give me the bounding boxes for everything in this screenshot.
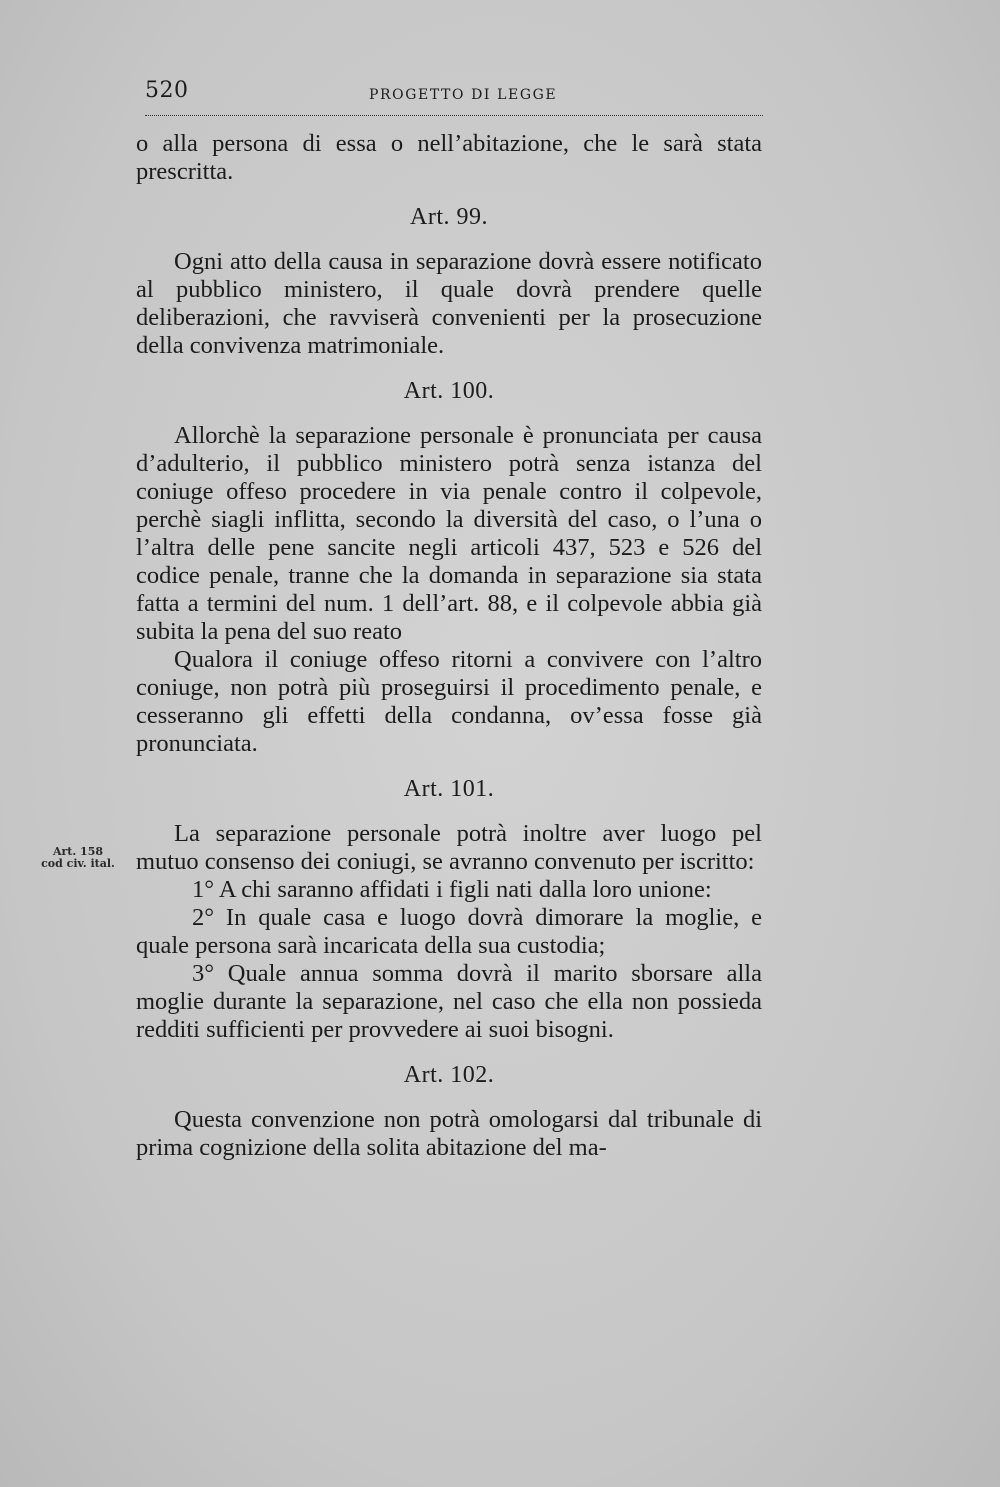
list-item: 2° In quale casa e luogo dovrà dimorare la moglie, e quale persona sarà incaricata della sua custodia; xyxy=(136,904,762,959)
article-heading: Art. 100. xyxy=(403,378,495,404)
article-paragraph: Qualora il coniuge offeso ritorni a convivere con l’altro coniuge, non potrà più proseguirsi il procedimento penale, e cesseranno gli effetti della condanna, ov’essa fosse già pronunciata. xyxy=(136,646,762,757)
body-text xyxy=(136,130,762,1162)
margin-note-line: cod civ. ital. xyxy=(41,857,115,870)
margin-note-line: Art. 158 xyxy=(52,845,104,858)
page-number: 520 xyxy=(145,78,189,103)
header-divider xyxy=(145,115,763,116)
article-heading: Art. 101. xyxy=(403,776,495,802)
continuation-paragraph: o alla persona di essa o nell’abitazione, che le sarà stata prescritta. xyxy=(136,130,762,185)
article-paragraph: Allorchè la separazione personale è pronunciata per causa d’adulterio, il pubblico ministero potrà senza istanza del coniuge offeso procedere in via penale contro il colpevole, perchè siagli inflitta, secondo la diversità del caso, o l’una o l’altra delle pene sancite negli articoli 437, 523 e 526 del codice penale, tranne che la domanda in separazione sia stata fatta a termini del num. 1 dell’art. 88, e il colpevole abbia già subita la pena del suo reato xyxy=(136,422,762,645)
article-heading: Art. 99. xyxy=(410,204,488,230)
article-paragraph: Questa convenzione non potrà omologarsi dal tribunale di prima cognizione della solita abitazione del ma- xyxy=(136,1106,762,1161)
article-heading: Art. 102. xyxy=(403,1062,495,1088)
list-item: 1° A chi saranno affidati i figli nati dalla loro unione: xyxy=(192,876,712,903)
list-item: 3° Quale annua somma dovrà il marito sborsare alla moglie durante la separazione, nel caso che ella non possieda redditi sufficienti per provvedere ai suoi bisogni. xyxy=(136,960,762,1043)
running-title: PROGETTO DI LEGGE xyxy=(369,87,558,103)
page-header xyxy=(145,78,763,110)
article-paragraph: Ogni atto della causa in separazione dovrà essere notificato al pubblico ministero, il quale dovrà prendere quelle deliberazioni, che ravviserà convenienti per la prosecuzione della convivenza matrimoniale. xyxy=(136,248,762,359)
article-paragraph: La separazione personale potrà inoltre aver luogo pel mutuo consenso dei coniugi, se avranno convenuto per iscritto: xyxy=(136,820,762,875)
margin-note xyxy=(28,846,128,870)
